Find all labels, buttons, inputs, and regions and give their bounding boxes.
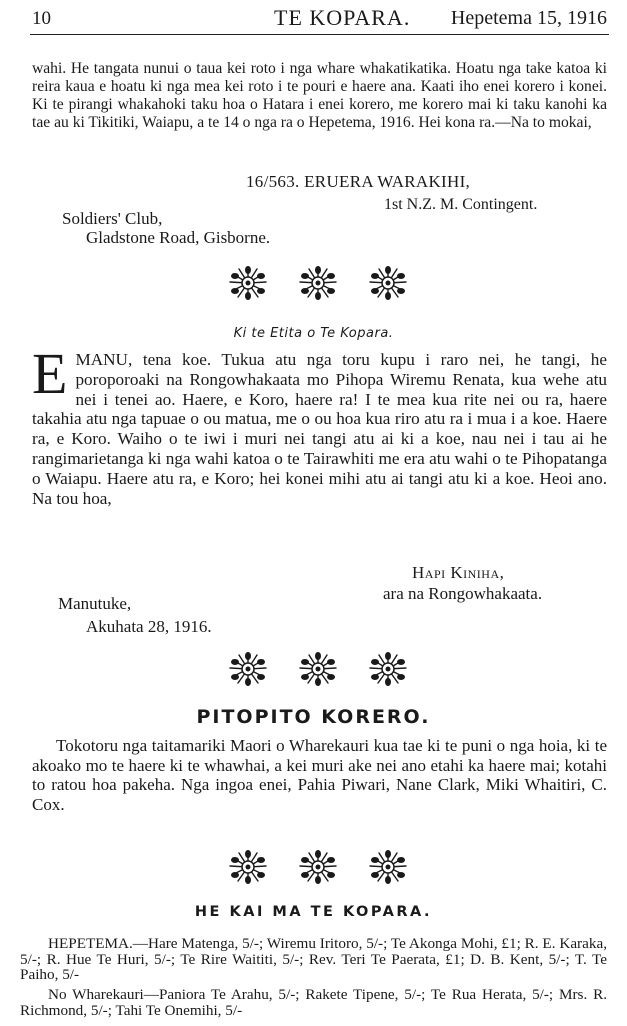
letter2-signer: Hapi Kiniha,	[412, 563, 505, 582]
flower-ornament-icon	[298, 850, 338, 884]
flower-ornament-icon	[228, 266, 268, 300]
he-kai-heading: HE KAI MA TE KOPARA.	[194, 904, 433, 920]
letter2-place: Manutuke,	[58, 594, 132, 613]
ornament-row-1	[228, 266, 408, 300]
page-number: 10	[32, 8, 51, 29]
pitopito-korero-heading: PITOPITO KORERO.	[196, 706, 431, 728]
letter1-unit: 1st N.Z. M. Contingent.	[384, 196, 538, 213]
publication-title: TE KOPARA.	[274, 5, 411, 30]
donations-september: HEPETEMA.—Hare Matenga, 5/-; Wiremu Iritoro, 5/-; Te Akonga Mohi, £1; R. E. Karaka, 5/-; R. Hue Te Huri, 5/-; Te Rire Waititi, 5/-; Rev. Teri Te Paerata, £1; D. B. Kent, 5/-; T. Te Paiho, 5/-	[20, 935, 607, 984]
flower-ornament-icon	[368, 850, 408, 884]
drop-cap: E	[32, 341, 68, 406]
letter1-body: wahi. He tangata nunui o taua kei roto i nga whare whakatikatika. Hoatu nga take katoa ki reira kaua e hoatu ki nga mea kei roto i te pouri e haere ana. Kaati iho enei korero i konei. Ki te pirangi whakahoki taku hoa o Hatara i enei korero, me korero mai ki taku kanohi ka tae au ki Tikitiki, Waiapu, a te 14 o nga ra o Hepetema, 1916. Hei kona ra.—Na to mokai,	[32, 60, 607, 131]
flower-ornament-icon	[228, 850, 268, 884]
letter2-body-text: MANU, tena koe. Tukua atu nga toru kupu i raro nei, he tangi, he poroporoaki na Rongowhakaata mo Pihopa Wiremu Renata, kua wehe atu nei i tenei ao. Haere, e Koro, haere ra! I te mea kua rite nei ou ra, haere takahia atu nga tapuae o ou matua, me o ou hoa kua riro atu ra i mua i a koe. Haere ra, e Koro. Waiho o te iwi i muri nei tangi atu ai ki a koe, nau nei i tau ai he rangimarietanga ki nga wahi katoa o te Tairawhiti me era atu wahi o te Pihopatanga o Waiapu. Haere atu ra, e Koro; hei konei mihi atu ai tangi atu ki a koe. Heoi ano. Na tou hoa,	[32, 350, 607, 508]
flower-ornament-icon	[368, 652, 408, 686]
letter1-signer: 16/563. ERUERA WARAKIHI,	[246, 172, 471, 191]
letter1-address-line1: Soldiers' Club,	[62, 209, 163, 228]
letter2-heading: Ki te Etita o Te Kopara.	[233, 326, 394, 341]
ornament-row-2	[228, 652, 408, 686]
flower-ornament-icon	[228, 652, 268, 686]
letter2-signer-sub: ara na Rongowhakaata.	[383, 584, 543, 603]
page-header	[30, 4, 609, 35]
letter2-date: Akuhata 28, 1916.	[86, 617, 212, 636]
donations-wharekauri: No Wharekauri—Paniora Te Arahu, 5/-; Rakete Tipene, 5/-; Te Rua Herata, 5/-; Mrs. R. Richmond, 5/-; Tahi Te Onemihi, 5/-	[20, 986, 607, 1019]
pitopito-korero-body: Tokotoru nga taitamariki Maori o Wharekauri kua tae ki te puni o nga hoia, ki te akoako mo te haere ki te whawhai, a kei muri ake nei ano etahi ka haere mai; kotahi to ratou hoa pakeha. Nga ingoa enei, Pahia Piwari, Nane Clark, Miki Whaitiri, C. Cox.	[32, 736, 607, 814]
issue-date: Hepetema 15, 1916	[450, 7, 607, 29]
flower-ornament-icon	[298, 652, 338, 686]
flower-ornament-icon	[368, 266, 408, 300]
letter1-address-line2: Gladstone Road, Gisborne.	[86, 228, 271, 247]
flower-ornament-icon	[298, 266, 338, 300]
letter2-body	[32, 341, 607, 508]
ornament-row-3	[228, 850, 408, 884]
